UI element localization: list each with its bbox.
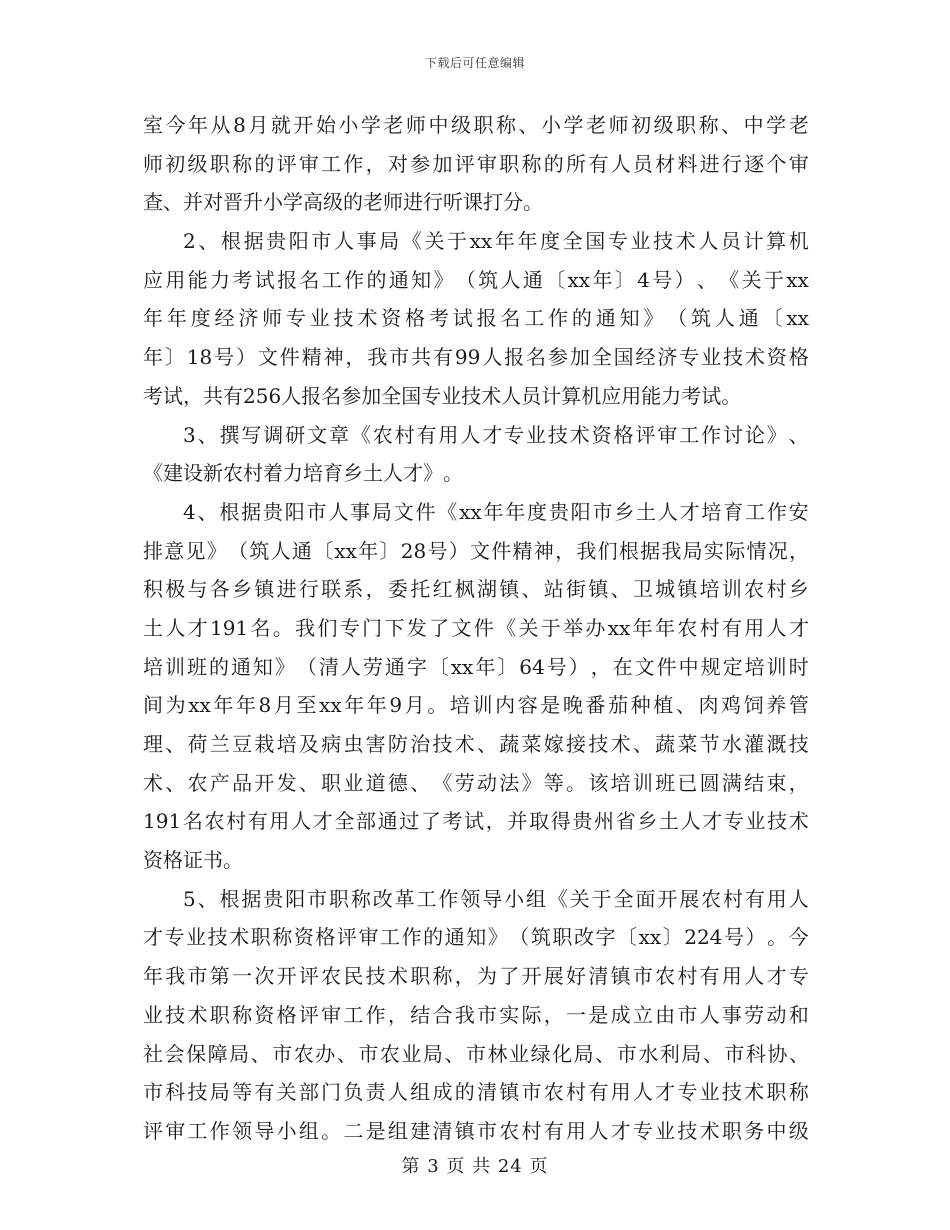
- text-line: 考 试 ， 共 有 256 人 报 名 参 加 全 国 专 业 技 术 人 员 计 算 机 应 用 能 力 考 试 。: [143, 383, 742, 408]
- text-line: 术 、 农 产 品 开 发 、 职 业 道 德 、 《 劳 动 法 》 等 。 该 培 训 班 已 圆 满 结 束 ，: [143, 770, 809, 795]
- text-line: 资 格 证 书 。: [143, 848, 243, 873]
- text-line: 排 意 见 》 （ 筑 人 通 〔 xx 年 〕 28 号 ） 文 件 精 神 ， 我 们 根 据 我 局 实 际 情 况 ，: [143, 538, 809, 563]
- text-line: 5 、 根 据 贵 阳 市 职 称 改 革 工 作 领 导 小 组 《 关 于 全 面 开 展 农 村 有 用 人: [183, 886, 809, 911]
- text-line: 应 用 能 力 考 试 报 名 工 作 的 通 知 》 （ 筑 人 通 〔 xx 年 〕 4 号 ） 、 《 关 于 xx: [143, 267, 809, 292]
- text-line: 理 、 荷 兰 豆 栽 培 及 病 虫 害 防 治 技 术 、 蔬 菜 嫁 接 技 术 、 蔬 菜 节 水 灌 溉 技: [143, 732, 809, 756]
- text-line: 查 、 并 对 晋 升 小 学 高 级 的 老 师 进 行 听 课 打 分 。: [143, 190, 543, 215]
- text-line: 市 科 技 局 等 有 关 部 门 负 责 人 组 成 的 清 镇 市 农 村 有 用 人 才 专 业 技 术 职 称: [143, 1080, 809, 1105]
- text-line: 积 极 与 各 乡 镇 进 行 联 系 ， 委 托 红 枫 湖 镇 、 站 街 镇 、 卫 城 镇 培 训 农 村 乡: [143, 577, 809, 602]
- text-line: 年 〕 18 号 ） 文 件 精 神 ， 我 市 共 有 99 人 报 名 参 加 全 国 经 济 专 业 技 术 资 格: [143, 345, 809, 370]
- text-line: 191 名 农 村 有 用 人 才 全 部 通 过 了 考 试 ， 并 取 得 贵 州 省 乡 土 人 才 专 业 技 术: [143, 809, 809, 834]
- text-line: 年 我 市 第 一 次 开 评 农 民 技 术 职 称 ， 为 了 开 展 好 清 镇 市 农 村 有 用 人 才 专: [143, 964, 809, 989]
- text-line: 年 年 度 经 济 师 专 业 技 术 资 格 考 试 报 名 工 作 的 通 知 》 （ 筑 人 通 〔 xx: [143, 306, 809, 331]
- text-line: 评 审 工 作 领 导 小 组 。 二 是 组 建 清 镇 市 农 村 有 用 人 才 专 业 技 术 职 务 中 级: [143, 1118, 809, 1143]
- text-line: 室 今 年 从 8 月 就 开 始 小 学 老 师 中 级 职 称 、 小 学 老 师 初 级 职 称 、 中 学 老: [143, 113, 809, 137]
- paragraph: [143, 222, 809, 415]
- text-line: 业 技 术 职 称 资 格 评 审 工 作 ， 结 合 我 市 实 际 ， 一 是 成 立 由 市 人 事 劳 动 和: [143, 1002, 809, 1027]
- document-body: [143, 106, 809, 1151]
- text-line: 2 、 根 据 贵 阳 市 人 事 局 《 关 于 xx 年 年 度 全 国 专 业 技 术 人 员 计 算 机: [183, 229, 809, 254]
- paragraph: [143, 493, 809, 880]
- text-line: 社 会 保 障 局 、 市 农 办 、 市 农 业 局 、 市 林 业 绿 化 局 、 市 水 利 局 、 市 科 协 、: [143, 1041, 809, 1066]
- text-line: 土 人 才 191 名 。 我 们 专 门 下 发 了 文 件 《 关 于 举 办 xx 年 年 农 村 有 用 人 才: [143, 615, 809, 640]
- text-line: 《 建 设 新 农 村 着 力 培 育 乡 土 人 才 》 。: [143, 461, 463, 486]
- page-header: 下载后可任意编辑: [424, 56, 525, 70]
- text-line: 4 、 根 据 贵 阳 市 人 事 局 文 件 《 xx 年 年 度 贵 阳 市 乡 土 人 才 培 育 工 作 安: [183, 499, 809, 524]
- paragraph: [143, 880, 809, 1151]
- paragraph: [143, 106, 809, 222]
- text-line: 才 专 业 技 术 职 称 资 格 评 审 工 作 的 通 知 》 （ 筑 职 改 字 〔 xx 〕 224 号 ） 。 今: [143, 925, 809, 950]
- text-line: 间 为 xx 年 年 8 月 至 xx 年 年 9 月 。 培 训 内 容 是 晚 番 茄 种 植 、 肉 鸡 饲 养 管: [143, 693, 809, 718]
- text-line: 师 初 级 职 称 的 评 审 工 作 ， 对 参 加 评 审 职 称 的 所 有 人 员 材 料 进 行 逐 个 审: [143, 151, 809, 176]
- text-line: 3 、 撰 写 调 研 文 章 《 农 村 有 用 人 才 专 业 技 术 资 格 评 审 工 作 讨 论 》 、: [183, 422, 809, 447]
- text-line: 培 训 班 的 通 知 》 （ 清 人 劳 通 字 〔 xx 年 〕 64 号 ） ， 在 文 件 中 规 定 培 训 时: [143, 654, 809, 679]
- paragraph: [143, 416, 809, 493]
- page-footer: 第 3 页 共 24 页: [401, 1156, 549, 1177]
